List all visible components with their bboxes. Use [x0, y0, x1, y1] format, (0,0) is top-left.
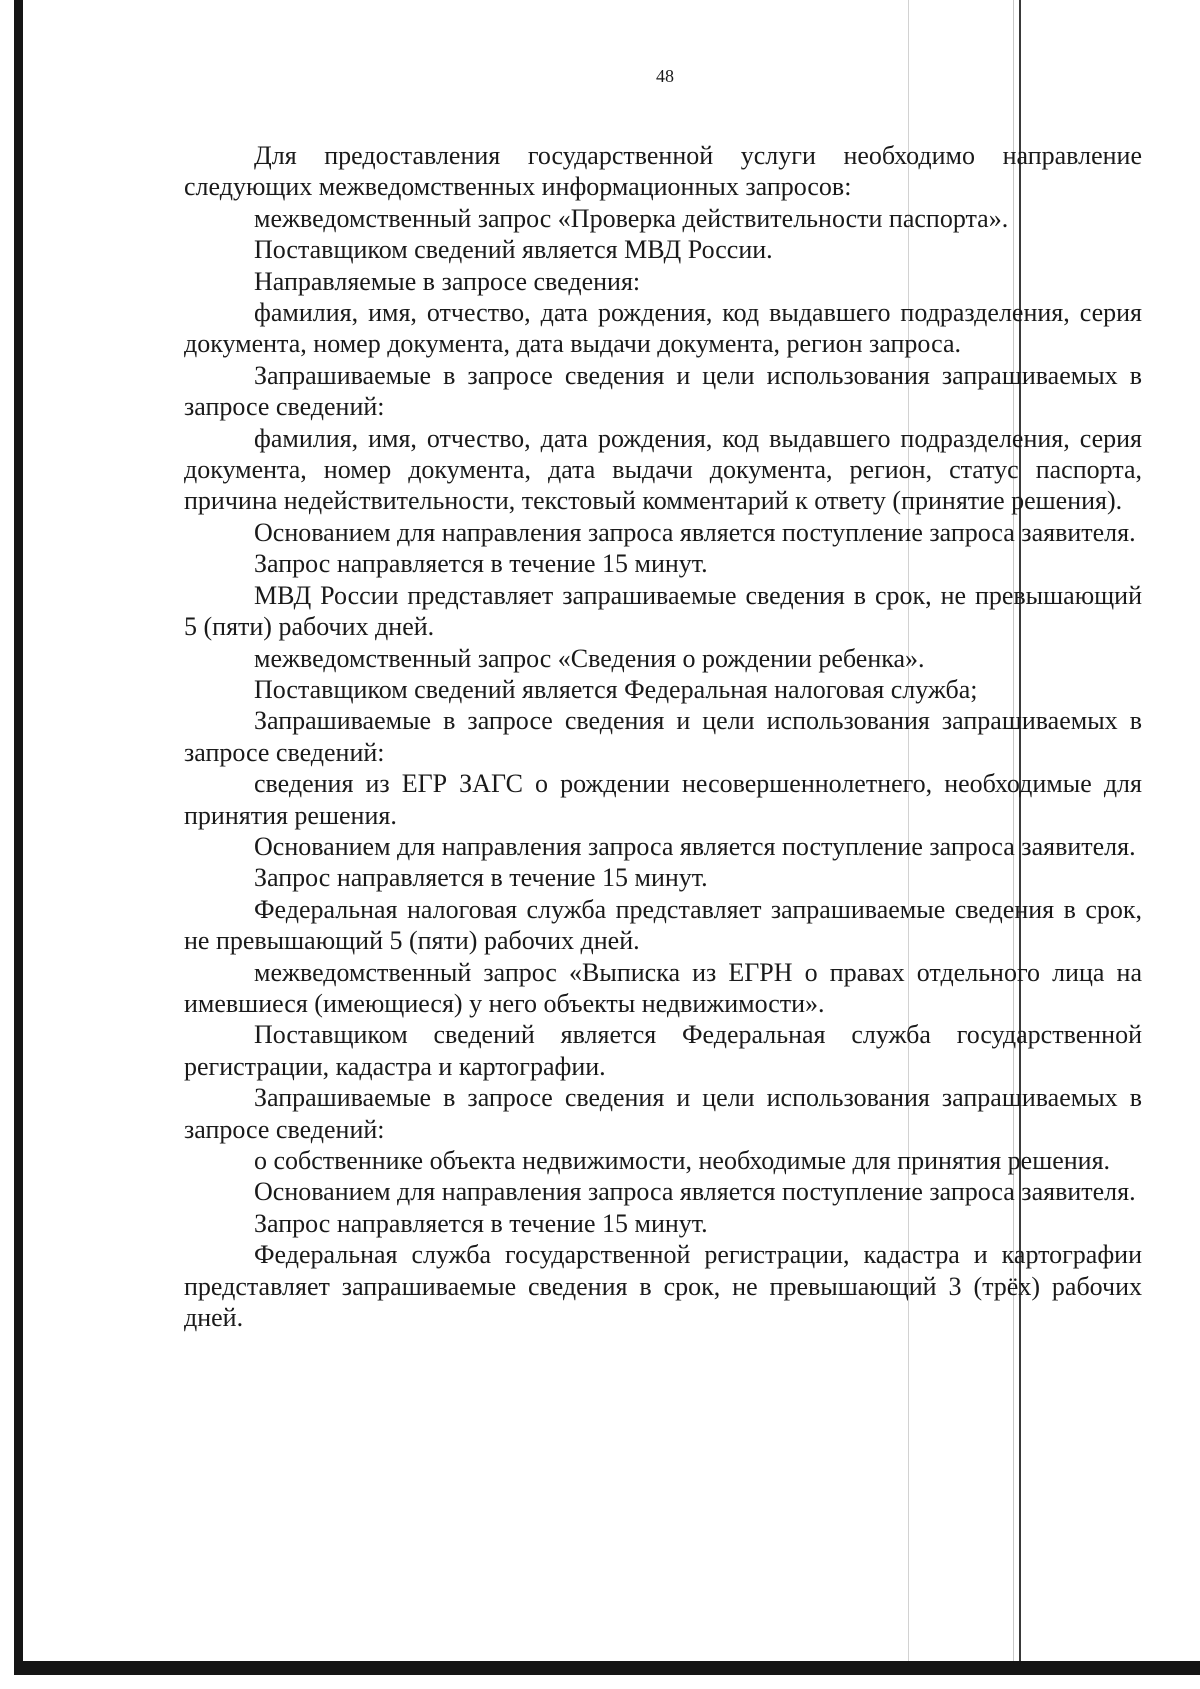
paragraph: Основанием для направления запроса является поступление запроса заявителя.: [254, 517, 1136, 547]
paragraph: сведения из ЕГР ЗАГС о рождении несовершеннолетнего, необходимые для принятия решения.: [184, 769, 1142, 830]
paragraph: Запрашиваемые в запросе сведения и цели использования запрашиваемых в запросе сведений:: [184, 1083, 1142, 1144]
scan-edge-left: [14, 0, 23, 1672]
paragraph: Федеральная налоговая служба представляет запрашиваемые сведения в срок, не превышающий 5 (пяти) рабочих дней.: [184, 894, 1142, 956]
paragraph: Запрашиваемые в запросе сведения и цели использования запрашиваемых в запросе сведений:: [184, 706, 1142, 767]
paragraph: МВД России представляет запрашиваемые сведения в срок, не превышающий 5 (пяти) рабочих дней.: [184, 580, 1142, 642]
paragraph: фамилия, имя, отчество, дата рождения, код выдавшего подразделения, серия документа, номер документа, дата выдачи документа, регион запроса.: [184, 298, 1142, 359]
paragraph: Для предоставления государственной услуги необходимо направление следующих межведомственных информационных запросов:: [184, 141, 1142, 202]
paragraph: Поставщиком сведений является Федеральная налоговая служба;: [254, 674, 978, 704]
paragraph: межведомственный запрос «Проверка действительности паспорта».: [254, 203, 1009, 233]
paragraph: Поставщиком сведений является Федеральная служба государственной регистрации, кадастра и картографии.: [184, 1020, 1142, 1081]
paragraph: о собственнике объекта недвижимости, необходимые для принятия решения.: [254, 1146, 1111, 1175]
paragraph: Поставщиком сведений является МВД России.: [254, 235, 773, 265]
paragraph: Запрашиваемые в запросе сведения и цели использования запрашиваемых в запросе сведений:: [184, 360, 1142, 422]
page-number: 48: [656, 66, 674, 86]
paragraph: межведомственный запрос «Сведения о рождении ребенка».: [254, 643, 925, 673]
paragraph: Запрос направляется в течение 15 минут.: [254, 1208, 708, 1238]
paragraph: межведомственный запрос «Выписка из ЕГРН о правах отдельного лица на имевшиеся (имеющиеся) у него объекты недвижимости».: [184, 957, 1142, 1018]
paragraph: Запрос направляется в течение 15 минут.: [254, 863, 708, 893]
paragraph: Федеральная служба государственной регистрации, кадастра и картографии представляет запрашиваемые сведения в срок, не превышающий 3 (трёх) рабочих дней.: [184, 1240, 1142, 1333]
paragraph: Основанием для направления запроса является поступление запроса заявителя.: [254, 1177, 1136, 1207]
paragraph: Основанием для направления запроса является поступление запроса заявителя.: [254, 831, 1136, 861]
scan-edge-bottom: [14, 1661, 1200, 1675]
paragraph: Запрос направляется в течение 15 минут.: [254, 549, 708, 579]
paragraph: фамилия, имя, отчество, дата рождения, код выдавшего подразделения, серия документа, номер документа, дата выдачи документа, регион, статус паспорта, причина недействительности, текстовый комментарий к ответу (принятие решения).: [184, 423, 1142, 516]
document-body: [184, 140, 1142, 1333]
paragraph: Направляемые в запросе сведения:: [254, 266, 641, 296]
